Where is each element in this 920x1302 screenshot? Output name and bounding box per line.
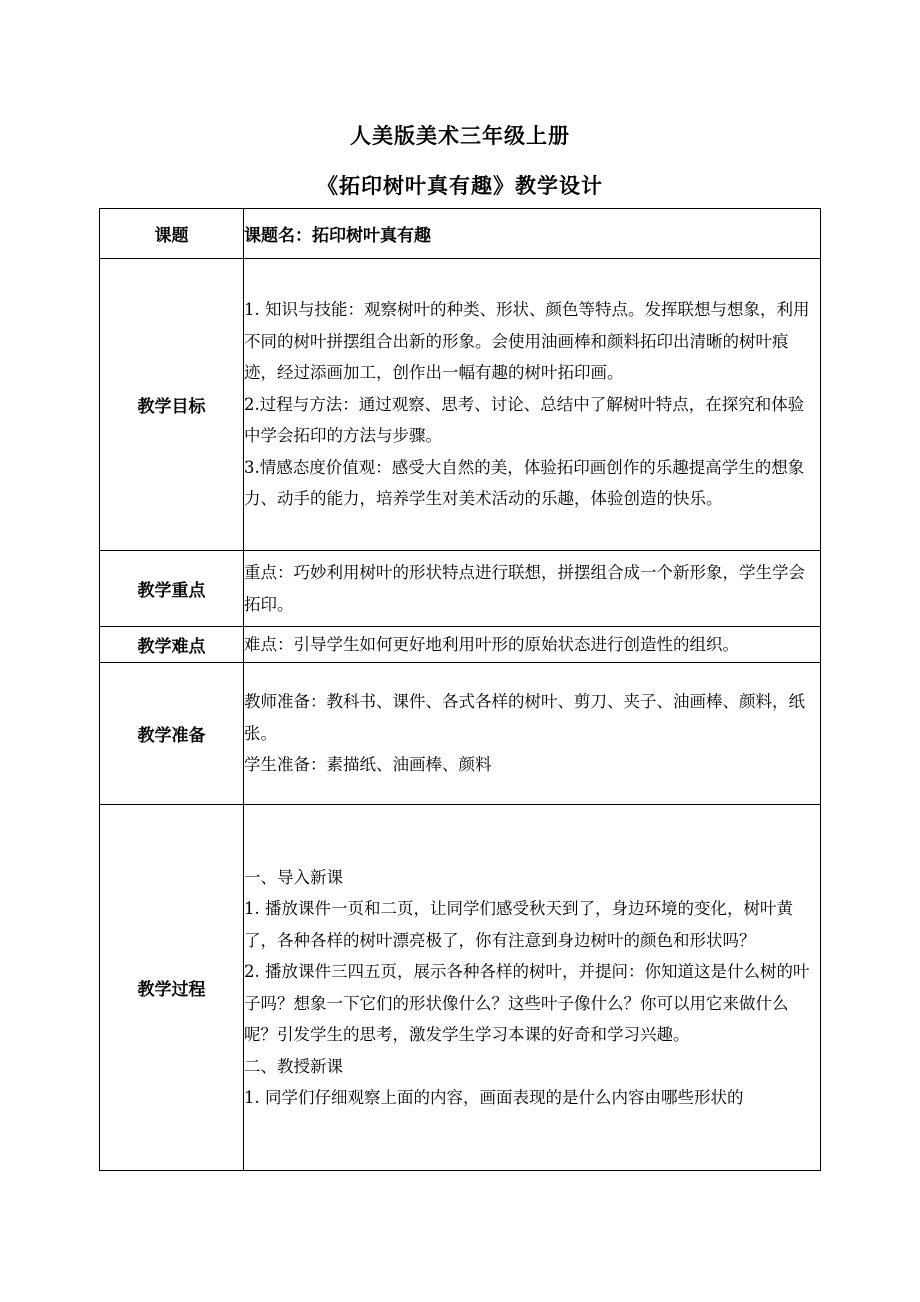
topic-label: 课题 bbox=[100, 209, 244, 259]
topic-value: 课题名：拓印树叶真有趣 bbox=[244, 209, 821, 259]
preparation-content bbox=[244, 663, 821, 805]
process-paragraph: 1. 同学们仔细观察上面的内容，画面表现的是什么内容由哪些形状的 bbox=[244, 1088, 744, 1107]
teacher-preparation: 教师准备：教科书、课件、各式各样的树叶、剪刀、夹子、油画棒、颜料，纸张。 bbox=[244, 692, 805, 743]
process-paragraph: 一、导入新课 bbox=[244, 867, 343, 887]
process-content bbox=[244, 805, 821, 1171]
student-preparation: 学生准备：素描纸、油画棒、颜料 bbox=[244, 755, 492, 775]
process-label: 教学过程 bbox=[100, 805, 244, 1171]
objectives-label: 教学目标 bbox=[100, 259, 244, 551]
process-paragraph: 1. 播放课件一页和二页，让同学们感受秋天到了，身边环境的变化，树叶黄了，各种各样的树叶漂亮极了，你有注意到身边树叶的颜色和形状吗？ bbox=[244, 899, 793, 950]
difficulties-row bbox=[100, 627, 821, 663]
process-paragraph: 2. 播放课件三四五页，展示各种各样的树叶，并提问：你知道这是什么树的叶子吗？想象一下它们的形状像什么？这些叶子像什么？你可以用它来做什么呢？引发学生的思考，激发学生学习本课的好奇和学习兴趣。 bbox=[244, 962, 810, 1044]
key-points-text: 重点：巧妙利用树叶的形状特点进行联想，拼摆组合成一个新形象，学生学会拓印。 bbox=[244, 563, 805, 614]
objectives-row bbox=[100, 259, 821, 551]
key-points-content bbox=[244, 551, 821, 627]
lesson-plan-table bbox=[99, 208, 821, 1171]
document-subtitle: 《拓印树叶真有趣》教学设计 bbox=[317, 174, 603, 198]
objectives-paragraph: 2.过程与方法：通过观察、思考、讨论、总结中了解树叶特点，在探究和体验中学会拓印的方法与步骤。 bbox=[244, 394, 805, 446]
difficulties-text: 难点：引导学生如何更好地利用叶形的原始状态进行创造性的组织。 bbox=[244, 634, 739, 654]
process-paragraph: 二、教授新课 bbox=[244, 1056, 343, 1076]
objectives-paragraph: 1. 知识与技能：观察树叶的种类、形状、颜色等特点。发挥联想与想象，利用不同的树叶拼摆组合出新的形象。会使用油画棒和颜料拓印出清晰的树叶痕迹，经过添画加工，创作出一幅有趣的树叶拓印画。 bbox=[244, 300, 810, 383]
process-row bbox=[100, 805, 821, 1171]
topic-row bbox=[100, 209, 821, 259]
difficulties-label: 教学难点 bbox=[100, 627, 244, 663]
key-points-row bbox=[100, 551, 821, 627]
difficulties-content bbox=[244, 627, 821, 663]
document-title: 人美版美术三年级上册 bbox=[350, 124, 570, 148]
preparation-label: 教学准备 bbox=[100, 663, 244, 805]
objectives-content bbox=[244, 259, 821, 551]
key-points-label: 教学重点 bbox=[100, 551, 244, 627]
objectives-paragraph: 3.情感态度价值观：感受大自然的美，体验拓印画创作的乐趣提高学生的想象力、动手的能力，培养学生对美术活动的乐趣，体验创造的快乐。 bbox=[244, 457, 805, 509]
preparation-row bbox=[100, 663, 821, 805]
